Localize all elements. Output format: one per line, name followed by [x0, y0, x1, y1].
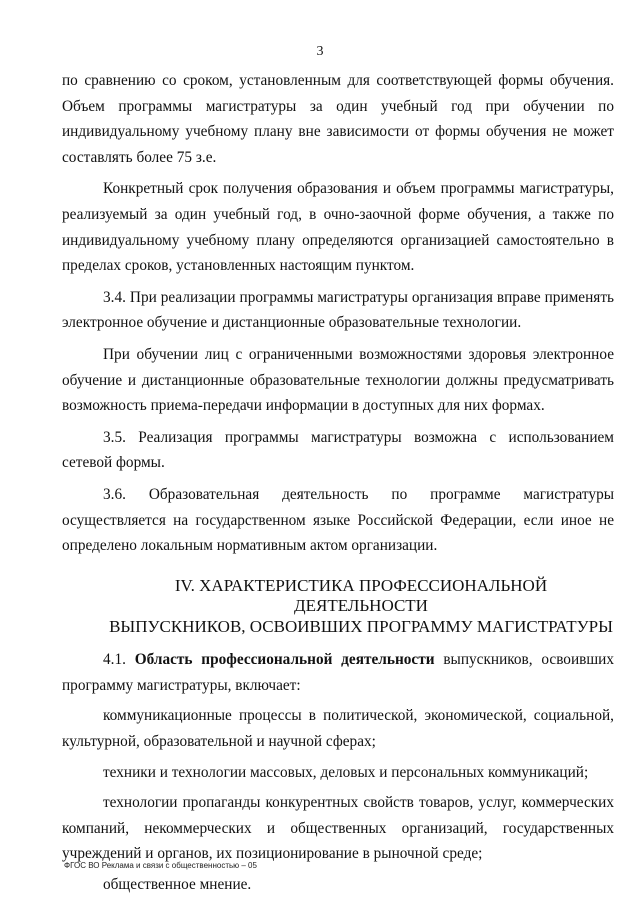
page-footer: ФГОС ВО Реклама и связи с общественностью – 05 [64, 861, 257, 870]
document-body [62, 68, 614, 898]
paragraph: Конкретный срок получения образования и объем программы магистратуры, реализуемый за один учебный год, в очно-заочной форме обучения, а также по индивидуальному учебному плану определяются организацией самостоятельно в пределах сроков, установленных настоящим пунктом. [62, 180, 614, 275]
list-item: технологии пропаганды конкурентных свойств товаров, услуг, коммерческих компаний, некоммерческих и общественных организаций, государственных учреждений и органов, их позиционирование в рыночной среде; [62, 794, 614, 863]
page-number: 3 [316, 44, 324, 59]
section-heading-line: IV. ХАРАКТЕРИСТИКА ПРОФЕССИОНАЛЬНОЙ ДЕЯТЕЛЬНОСТИ [174, 575, 548, 616]
paragraph: 3.5. Реализация программы магистратуры возможна с использованием сетевой формы. [62, 428, 614, 472]
section-heading-line: ВЫПУСКНИКОВ, ОСВОИВШИХ ПРОГРАММУ МАГИСТРАТУРЫ [109, 616, 613, 636]
list-item: коммуникационные процессы в политической, экономической, социальной, культурной, образовательной и научной сферах; [62, 707, 614, 750]
paragraph: по сравнению со сроком, установленным для соответствующей формы обучения. Объем программы магистратуры за один учебный год при обучении по индивидуальному учебному плану вне зависимости от формы обучения не может составлять более 75 з.е. [62, 72, 614, 166]
list-item: техники и технологии массовых, деловых и персональных коммуникаций; [103, 763, 589, 781]
paragraph: 3.6. Образовательная деятельность по программе магистратуры осуществляется на государственном языке Российской Федерации, если иное не определено локальным нормативным актом организации. [62, 485, 614, 555]
clause-bold-term: Область профессиональной деятельности [134, 651, 435, 669]
clause-4-1 [62, 647, 614, 698]
section-heading [62, 576, 614, 638]
paragraph: 3.4. При реализации программы магистратуры организация вправе применять электронное обучение и дистанционные образовательные технологии. [62, 288, 614, 332]
list-item: общественное мнение. [103, 875, 252, 893]
clause-text: выпускников, освоивших программу магистратуры, включает: [62, 651, 614, 694]
paragraph: При обучении лиц с ограниченными возможностями здоровья электронное обучение и дистанционные образовательные технологии должны предусматривать возможность приема-передачи информации в доступных для них формах. [62, 345, 614, 415]
clause-number: 4.1. [103, 651, 126, 669]
